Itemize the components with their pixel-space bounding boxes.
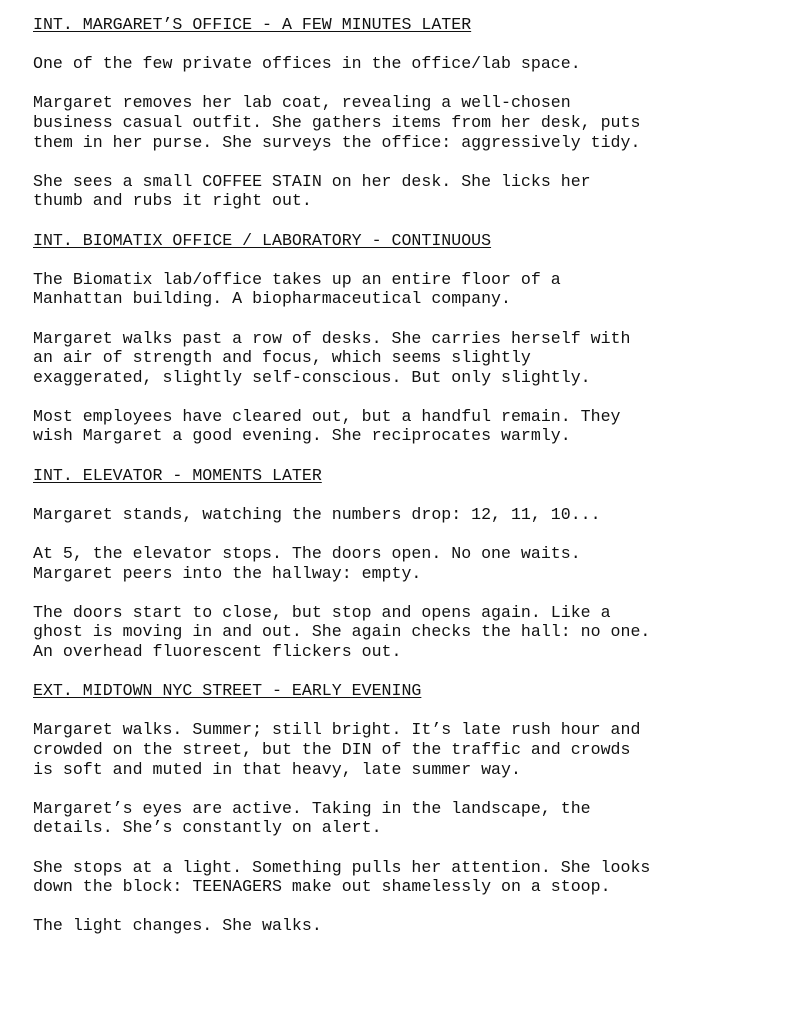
scene-biomatix-office (33, 231, 800, 447)
action-paragraph: Margaret removes her lab coat, revealing a well-chosen business casual outfit. She gathers items from her desk, puts them in her purse. She surveys the office: aggressively tidy. (33, 93, 641, 152)
action-paragraph: Margaret walks. Summer; still bright. It’s late rush hour and crowded on the street, but the DIN of the traffic and crowds is soft and muted in that heavy, late summer way. (33, 720, 641, 779)
scene-heading: EXT. MIDTOWN NYC STREET - EARLY EVENING (33, 681, 422, 701)
scene-heading: INT. ELEVATOR - MOMENTS LATER (33, 465, 322, 485)
scene-heading: INT. MARGARET’S OFFICE - A FEW MINUTES LATER (33, 15, 472, 34)
action-paragraph: The Biomatix lab/office takes up an entire floor of a Manhattan building. A biopharmaceutical company. (33, 269, 561, 309)
scene-midtown-street (33, 681, 800, 936)
scene-margarets-office (33, 15, 800, 211)
scene-elevator (33, 466, 800, 662)
action-paragraph: The light changes. She walks. (33, 916, 322, 936)
scene-heading: INT. BIOMATIX OFFICE / LABORATORY - CONTINUOUS (33, 230, 492, 250)
action-paragraph: She stops at a light. Something pulls her attention. She looks down the block: TEENAGERS make out shamelessly on a stoop. (33, 857, 651, 897)
action-paragraph: Margaret’s eyes are active. Taking in the landscape, the details. She’s constantly on alert. (33, 798, 591, 838)
action-paragraph: Margaret stands, watching the numbers drop: 12, 11, 10... (33, 504, 601, 524)
action-paragraph: Margaret walks past a row of desks. She carries herself with an air of strength and focus, which seems slightly exaggerated, slightly self-conscious. But only slightly. (33, 328, 631, 387)
action-paragraph: Most employees have cleared out, but a handful remain. They wish Margaret a good evening. She reciprocates warmly. (33, 406, 621, 446)
action-paragraph: At 5, the elevator stops. The doors open. No one waits. Margaret peers into the hallway: empty. (33, 544, 581, 583)
action-paragraph: One of the few private offices in the office/lab space. (33, 54, 581, 74)
action-paragraph: She sees a small COFFEE STAIN on her desk. She licks her thumb and rubs it right out. (33, 171, 591, 211)
action-paragraph: The doors start to close, but stop and opens again. Like a ghost is moving in and out. She again checks the hall: no one. An overhead fluorescent flickers out. (33, 602, 651, 661)
